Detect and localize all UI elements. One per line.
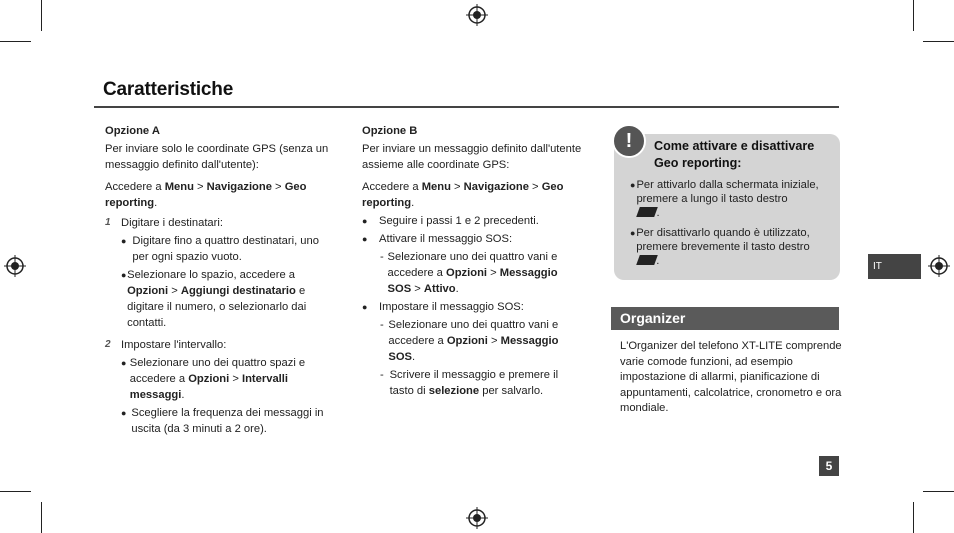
title-rule [94, 106, 839, 108]
bullet-icon: ● [121, 270, 127, 280]
dash-icon: - [380, 319, 384, 331]
note-box [614, 130, 840, 280]
note-item [630, 226, 834, 268]
dash-icon: - [380, 369, 384, 381]
sub-item-text [390, 367, 584, 399]
list-item-text: Attivare il messaggio SOS: [379, 233, 513, 245]
option-a-heading: Opzione A [105, 125, 160, 137]
column-option-a [105, 123, 333, 439]
sub-item-text: Selezionare uno dei quattro vani e accedere a Opzioni > Messaggio SOS. [388, 319, 559, 363]
option-b-intro: Per inviare un messaggio definito dall'utente assieme alle coordinate GPS: [362, 143, 582, 171]
step-number: 2 [105, 339, 111, 350]
list-item-text: Impostare il messaggio SOS: [379, 301, 524, 313]
text: Selezionare lo spazio, accedere a [127, 269, 296, 281]
note-list [630, 178, 834, 274]
right-soft-key-icon [637, 207, 659, 217]
nav-label: Navigazione [206, 181, 272, 193]
list-item [121, 267, 333, 331]
bullet-icon: ● [121, 236, 127, 246]
list-item [362, 299, 584, 315]
registration-mark-icon [4, 255, 26, 277]
bullet-icon: ● [362, 216, 368, 226]
bullet-icon: ● [362, 302, 368, 312]
page-title: Caratteristiche [103, 79, 234, 100]
access-prefix: Accedere a [105, 181, 165, 193]
step-1 [105, 215, 333, 231]
organizer-text: L'Organizer del telefono XT-LITE comprende varie comode funzioni, ad esempio impostazione di allarmi, pianificazione di appuntamenti, calcolatrice, cronometro e ora mondiale. [620, 340, 842, 414]
list-item-text: Selezionare lo spazio, accedere a Opzioni > Aggiungi destinatario e digitare il numero, o selezionarlo dai contatti. [127, 269, 307, 329]
right-soft-key-icon [636, 255, 658, 265]
menu-label: Menu [164, 181, 194, 193]
registration-mark-icon [466, 4, 488, 26]
sub-item [380, 367, 584, 399]
menu-label: Menu [421, 181, 451, 193]
text: Per attivarlo dalla schermata iniziale, premere a lungo il tasto destro [636, 179, 819, 205]
add-recipient-label: Aggiungi destinatario [180, 285, 296, 297]
list-item-text: Scegliere la frequenza dei messaggi in uscita (da 3 minuti a 2 ore). [131, 407, 324, 435]
section-heading-organizer: Organizer [611, 307, 839, 330]
sub-item [380, 317, 584, 365]
crop-mark [913, 502, 914, 533]
text: per salvarlo. [479, 385, 544, 397]
column-option-b [362, 123, 584, 401]
bullet-icon: ● [121, 408, 127, 418]
options-label: Opzioni [446, 267, 488, 279]
crop-mark [0, 491, 31, 492]
sub-item [380, 249, 584, 297]
interval-label: Intervalli messaggi [129, 373, 288, 401]
separator: > [271, 181, 285, 193]
text: Selezionare uno dei quattro vani e accedere a [387, 251, 558, 279]
text: Per disattivarlo quando è utilizzato, premere brevemente il tasto destro [636, 227, 810, 253]
list-item [121, 233, 333, 265]
sub-item-text: Selezionare uno dei quattro vani e accedere a Opzioni > Messaggio SOS > Attivo. [387, 251, 558, 295]
text: e digitare il numero, o selezionarlo dai contatti. [127, 285, 307, 329]
access-prefix: Accedere a [362, 181, 422, 193]
bullet-icon: ● [121, 358, 127, 368]
list-item-text: Digitare fino a quattro destinatari, uno per ogni spazio vuoto. [132, 235, 319, 263]
options-label: Opzioni [446, 335, 488, 347]
step-text: Digitare i destinatari: [121, 217, 223, 229]
option-a-intro: Per inviare solo le coordinate GPS (senza un messaggio definito dall'utente): [105, 143, 329, 171]
list-item [362, 231, 584, 247]
note-item-text: Per attivarlo dalla schermata iniziale, premere a lungo il tasto destro . [636, 179, 819, 219]
language-tab: IT [868, 254, 921, 279]
page-number: 5 [819, 456, 839, 476]
registration-mark-icon [466, 507, 488, 529]
list-item-text: Seguire i passi 1 e 2 precedenti. [379, 215, 539, 227]
dash-icon: - [380, 251, 384, 263]
text: Selezionare uno dei quattro vani e accedere a [388, 319, 559, 347]
step-text: Impostare l'intervallo: [121, 339, 227, 351]
note-title: Come attivare e disattivare Geo reporting: [654, 139, 815, 170]
sos-message-label: Messaggio SOS [388, 335, 559, 363]
step-2 [105, 337, 333, 353]
nav-label: Navigazione [463, 181, 529, 193]
crop-mark [41, 0, 42, 31]
list-item [362, 213, 584, 229]
options-label: Opzioni [127, 285, 169, 297]
option-a-access: Accedere a Menu > Navigazione > Geo reporting. [105, 181, 307, 209]
bullet-icon: ● [362, 234, 368, 244]
separator: > [193, 181, 207, 193]
registration-mark-icon [928, 255, 950, 277]
list-item [121, 405, 333, 437]
list-item-text: Selezionare uno dei quattro spazi e accedere a Opzioni > Intervalli messaggi. [129, 357, 306, 401]
list-item [121, 355, 333, 403]
option-b-access: Accedere a Menu > Navigazione > Geo reporting. [362, 181, 564, 209]
step-number: 1 [105, 217, 111, 228]
text: Scrivere il messaggio e premere il tasto di [389, 369, 559, 397]
select-label: selezione [428, 385, 480, 397]
note-item [630, 178, 834, 220]
crop-mark [913, 0, 914, 31]
sos-message-label: Messaggio SOS [387, 267, 558, 295]
bullet-icon: ● [630, 228, 636, 238]
geo-label: Geo reporting [105, 181, 307, 209]
options-label: Opzioni [188, 373, 230, 385]
crop-mark [923, 491, 954, 492]
crop-mark [41, 502, 42, 533]
active-label: Attivo [423, 283, 456, 295]
geo-label: Geo reporting [362, 181, 564, 209]
crop-mark [0, 41, 31, 42]
crop-mark [923, 41, 954, 42]
text: Selezionare uno dei quattro spazi e accedere a [129, 357, 306, 385]
bullet-icon: ● [630, 180, 636, 190]
option-b-heading: Opzione B [362, 125, 418, 137]
note-item-text: Per disattivarlo quando è utilizzato, premere brevemente il tasto destro . [636, 227, 810, 267]
warning-icon: ! [612, 124, 646, 158]
